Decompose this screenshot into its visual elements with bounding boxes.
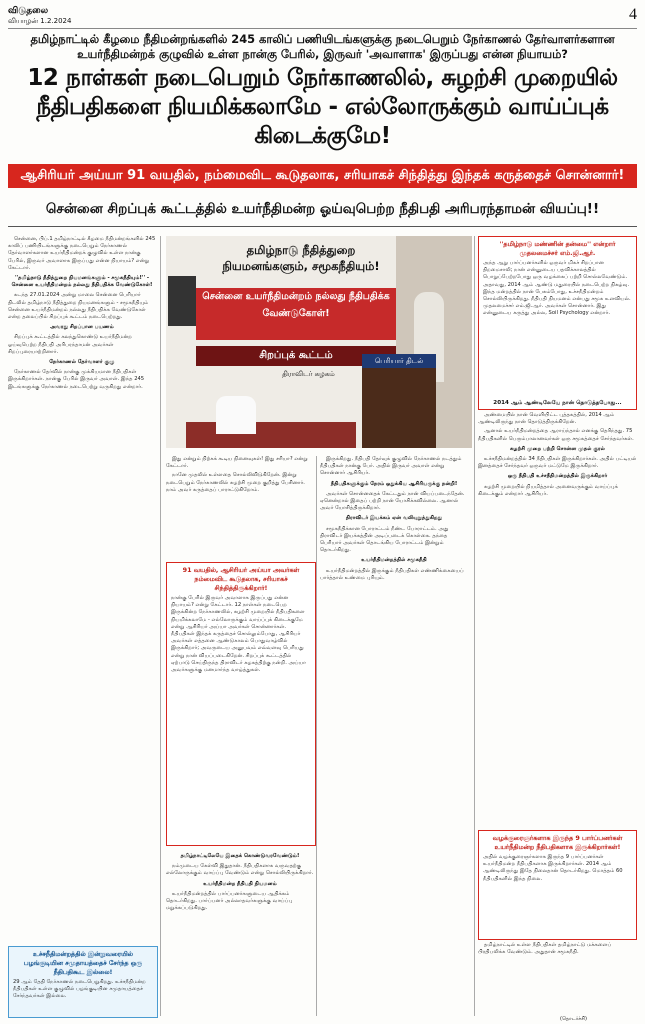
section-subhead: உயர்நீதிமன்றத்தில் சமூகநீதி [361, 557, 427, 564]
section-subhead: ஒரு நீதிபதி உச்சநீதிமன்றத்தில் இருக்கிறார் [507, 473, 608, 480]
paragraph: நம்முடைய கேள்வி இதுதான். நீதிபதிகளாக வருவதற்கு எல்லோருக்கும் வாய்ப்பு வேண்டும் என்று சொல்லியிருக்கிறார். [166, 863, 314, 877]
box-title: 91 வயதில், ஆசிரியர் அய்யா அவர்கள் நம்மைவிட கூடுதலாக, சரியாகச் சிந்தித்திருக்கிறார்! [182, 566, 300, 592]
image-caption: 2014 ஆம் ஆண்டிலேயே நான் தொடுத்தபோது... [493, 400, 622, 406]
paragraph: நானே முதலில் உள்ளதை சொல்லிவிடுகிறேன். இன்று நடைபெறும் நேர்காணலில் சுழற்சி முறை குறித்து பேசினார். நாம் அவர் கருத்தைப் பாராட்டுகிறோம். [166, 472, 305, 493]
paragraph: உச்சநீதிமன்றத்தில் 34 நீதிபதிகள் இருக்கிறார்கள். அதில் பட்டியல் இனத்தைச் சேர்ந்தவர் ஒருவர் மட்டுமே இருக்கிறார். [478, 456, 637, 470]
banner-organizer: திராவிடர் கழகம் [282, 370, 335, 378]
article-column-4-lower [478, 942, 637, 1016]
box-text: நான்கு பேரில் இருவர் அவாளாக இருப்பது என்ன நியாயம்? என்று கேட்டார். 12 நாள்கள் நடைபெற இருக்கின்ற நேர்காணலில், சுழற்சி முறையில் நீதிபதிகளை நியமிக்கலாமே - எல்லோருக்கும் வாய்ப்புக் கிடைக்குமே என்று ஆசிரியர் அய்யா அவர்கள் சொன்னார்கள். நீதிபதிகள் இந்தக் கருத்தைச் சொல்லும்போது, ஆசிரியர் அவர்கள் எத்தனை ஆண்டுகாலம் பொதுவாழ்வில் இருக்கிறார்; அவருடைய அனுபவம் எவ்வளவு பெரியது என்று நான் வியப்படைகிறேன். சிறப்புக் கூட்டத்தில் ஏற்பாடு செய்திருந்த திராவிடர் கழகத்திற்கு நன்றி. அய்யா அவர்களுக்கு மனமார்ந்த வாழ்த்துகள். [171, 595, 306, 674]
paragraph: இருக்கிறது. நீதிபதி தேர்வுக் குழுவில் நேர்காணல் நடத்தும் நீதிபதிகள் நான்கு பேர். அதில் இருவர் அவாள் என்று சொன்னார் ஆசிரியர். [320, 456, 462, 477]
article-column-2 [166, 456, 314, 556]
section-subhead: திராவிடர் இயக்கம் ஏன் வலியுறுத்துகிறது [345, 515, 443, 522]
paragraph: உயர்நீதிமன்றத்தில் பார்ப்பனர்களுடைய ஆதிக்கம் தொடர்கிறது. பார்ப்பனர் அல்லாதவர்களுக்கு வாய்ப்பு மறுக்கப்படுகிறது. [166, 890, 293, 912]
column-rule [316, 456, 317, 1016]
column-rule [160, 236, 161, 1016]
section-subhead: ''தமிழ்நாடு நீதித்துறை நியமனங்களும் - சமூகநீதியும்!'' - சென்னை உயர்நீதிமன்றம் நல்லது நீதிபதிக்க வேண்டுகோள்! [11, 275, 153, 289]
paragraph: உயர்நீதிமன்றத்தில் இருக்கும் நீதிபதிகள் எண்ணிக்கையைப் பார்த்தால் உண்மை புரியும். [320, 567, 464, 581]
dais-table [186, 422, 356, 448]
box-title: வழக்குரைஞர்களாக இருந்த 9 பார்ப்பனர்கள் உயர்நீதிமன்ற நீதிபதிகளாக இருக்கிறார்கள்! [492, 834, 623, 851]
sidebar-box-mgr [478, 236, 637, 410]
article-column-2-lower [166, 850, 314, 1015]
paragraph: கடந்த 27.01.2024 அன்று மாலை சென்னை பெரியார் திடலில் தமிழ்நாடு நீதித்துறை நியமனங்களும் - சமூகநீதியும் சென்னை உயர்நீதிமன்றம் நல்லது நீதிபதிக்க வேண்டுகோள் என்ற தலைப்பில் சிறப்புக் கூட்டம் நடைபெற்றது. [8, 292, 149, 321]
sub-headline: சென்னை சிறப்புக் கூட்டத்தில் உயர்நீதிமன்ற ஓய்வுபெற்ற நீதிபதி அரிபரந்தாமன் வியப்பு!! [8, 192, 637, 227]
article-column-3 [320, 456, 468, 1016]
newspaper-name: விடுதலை [8, 6, 49, 16]
column-rule [474, 236, 475, 1016]
sidebar-box-veeramani [166, 562, 316, 846]
paragraph: சமூகநீதிக்கான போராட்டம் நீண்ட போராட்டம். அது திராவிடர் இயக்கத்தின் அடிப்படைக் கொள்கை. தந்தை பெரியார் அவர்கள் தொடங்கிய போராட்டம் இன்றும் தொடர்கிறது. [320, 525, 449, 554]
portrait-image [168, 276, 196, 326]
box-title: ''தமிழ்நாடு மண்ணின் தன்மை'' என்றார் முதலமைச்சர் எம்.ஜி.ஆர். [499, 240, 616, 257]
article-column-1 [8, 236, 156, 942]
seated-person [216, 396, 256, 434]
section-subhead: நீதிபதிகளுக்கும் நேரம் ஒதுக்கிய ஆசிரியருக்கு நன்றி! [330, 480, 458, 487]
paragraph: அவர்கள் சொன்னதைக் கேட்டதும் நான் வியப்படைந்தேன். ஏனென்றால் இதைப் பற்றி நான் யோசிக்கவில்லை. ஆனால் அவர் யோசித்திருக்கிறார். [320, 490, 465, 512]
paragraph: சிறப்புக் கூட்டத்தில் கலந்துகொண்டு உயர்நீதிமன்ற ஓய்வுபெற்ற நீதிபதி அரிபரந்தாமன் அவர்கள் சிறப்புரையாற்றினார். [8, 334, 132, 355]
podium [362, 354, 436, 448]
sidebar-box-judges [478, 830, 637, 940]
podium-label: பெரியார் திடல் [362, 354, 436, 368]
section-subhead: நேர்காணல் தேர்வாளர் குழு [49, 359, 115, 366]
paragraph: தமிழ்நாட்டில் உள்ள நீதிபதிகள் தமிழ்நாட்டு மக்களைப் பிரதிபலிக்க வேண்டும். அதுதான் சமூகநீதி. [478, 942, 612, 956]
article-column-4 [478, 412, 637, 826]
red-banner-headline: ஆசிரியர் அய்யா 91 வயதில், நம்மைவிட கூடுதலாக, சரியாகச் சிந்தித்து இந்தக் கருத்தைச் சொன்னார்! [8, 164, 637, 188]
paragraph: நேர்காணல் தேர்வில் நான்கு முக்கியமான நீதிபதிகள் இருக்கிறார்கள். நான்கு பேரில் இருவர் அவாள். இந்த 245 இடங்களுக்கு நேர்காணல் நடைபெற்று வருகிறது என்றார். [8, 369, 145, 390]
event-photo [166, 236, 472, 448]
banner-meeting-label: சிறப்புக் கூட்டம் [196, 346, 396, 366]
sidebar-box-supreme-court [8, 946, 158, 1018]
main-headline: 12 நாள்கள் நடைபெறும் நேர்காணலில், சுழற்சி முறையில் நீதிபதிகளை நியமிக்கலாமே - எல்லோருக்கும் வாய்ப்புக் கிடைக்குமே! [27, 65, 618, 149]
box-text: 29 ஆம் தேதி நேர்காணல் நடைபெறுகிறது. உச்சநீதிமன்ற நீதிபதிகள் உள்ள குழுவில் பழங்குடியின சமுதாயத்தைச் சேர்ந்தவர்கள் இல்லை. [13, 979, 146, 1000]
paragraph: சென்னை, பிப்.1 தமிழ்நாட்டில் கீழமை நீதிமன்றங்களில் 245 காலிப் பணியிடங்களுக்கு நடைபெறும் நேர்காணல் தேர்வாளர்களான உயர்நீதிமன்றக் குழுவில் உள்ள நான்கு பேரில், இருவர் அவாளாக இருப்பது என்ன நியாயம்? என்று கேட்டார். [8, 236, 156, 271]
continued-note: (தொடர்ச்சி) [560, 1016, 587, 1022]
banner-subtitle: சென்னை உயர்நீதிமன்றம் நல்லது நீதிபதிக்க வேண்டுகோள்! [196, 288, 396, 340]
banner-title: தமிழ்நாடு நீதித்துறை நியமனங்களும், சமூகநீதியும்! [222, 243, 380, 273]
section-subhead: அவரது சிறப்பான பயணம் [50, 324, 114, 331]
box-title: உச்சநீதிமன்றத்தில் இன்றுவரையில் பழங்குடியின சமுதாயத்தைச் சேர்ந்த ஒரு நீதிபதிகூட இல்லை! [23, 950, 143, 976]
page-number: 4 [629, 6, 637, 23]
section-subhead: உயர்நீதிமன்ற நீதிபதி நியமனம் [203, 880, 277, 887]
masthead [8, 6, 637, 29]
section-subhead: சுழற்சி முறை பற்றி சொன்ன முதல் குரல் [510, 445, 605, 452]
paragraph: ஆனால் உயர்நீதிமன்றத்தை ஆராய்ந்தால் எனக்கு தெரிந்தது. 75 நீதிபதிகளில் பெரும்பாலானவர்கள் ஒரு சமூகத்தைச் சேர்ந்தவர்கள். [478, 428, 634, 442]
box-text: அதில் வழக்குரைஞர்களாக இருந்த 9 பார்ப்பனர்கள் உயர்நீதிமன்ற நீதிபதிகளாக இருக்கிறார்கள். 2014 ஆம் ஆண்டிலிருந்து இதே நிலைதான் தொடர்கிறது. மொத்தம் 60 நீதிபதிகளில் இந்த நிலை. [483, 854, 623, 882]
paragraph: அண்மையில் நான் வெளியிட்ட புத்தகத்தில், 2014 ஆம் ஆண்டிலிருந்து நான் தொடுத்திருக்கிறேன். [478, 412, 615, 426]
paragraph: சுழற்சி முறையில் நியமித்தால் அனைவருக்கும் வாய்ப்புக் கிடைக்கும் என்றார் ஆசிரியர். [478, 483, 618, 497]
section-subhead: தமிழ்நாட்டிலேயே இதைக் கொண்டுவரவேண்டும்! [180, 853, 300, 859]
paragraph: இது என்றும் நிற்கக் கூடிய நினைவுகள்! இது சரியா? என்று கேட்டார். [166, 456, 308, 470]
box-text: அந்த ஆறு பார்ப்பனர்களில் ஒருவர் மிகச் சிறப்பான திறமைசாலி; நான் என்னுடைய பதவிக்காலத்தில் பொறுப்பேற்றபோது ஒரு வழக்கைப் பற்றி சொல்லவேண்டும். அதாவது, 2014 ஆம் ஆண்டு மதுரையில் நடைபெற்ற நிகழ்வு. இந்த மன்றத்தில் நான் பேசும்போது, உச்சநீதிமன்றம் சொல்லியிருக்கிறது. நீதிபதி நியமனம் என்பது சமூக உளவியல். முதலமைச்சர் எம்.ஜி.ஆர். அவர்கள் சொன்னார். இது என்னுடைய கருத்து அல்ல, Soil Psychology என்றார். [483, 260, 631, 317]
issue-date: வியாழன் 1.2.2024 [8, 17, 72, 25]
headline-kicker: தமிழ்நாட்டில் கீழமை நீதிமன்றங்களில் 245 காலிப் பணியிடங்களுக்கு நடைபெறும் நேர்காணல் தேர்வாளர்களான உயர்நீதிமன்றக் குழுவில் உள்ள நான்கு பேரில், இருவர் 'அவாளாக' இருப்பது என்ன நியாயம்? [30, 32, 615, 61]
